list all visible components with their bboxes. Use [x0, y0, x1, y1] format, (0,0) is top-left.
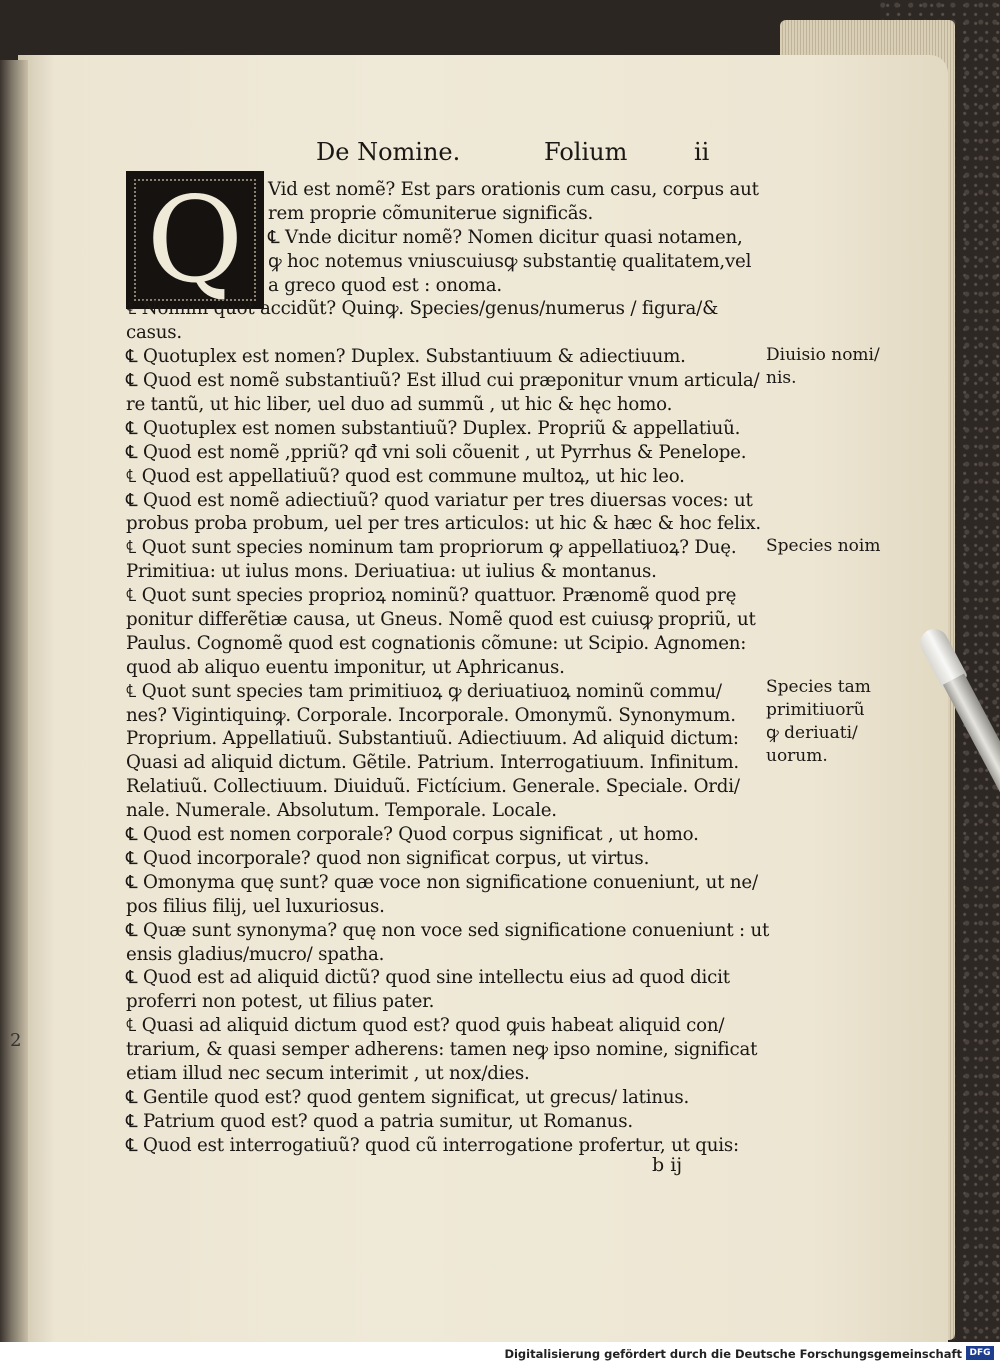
header-title: De Nomine. [316, 138, 461, 166]
text-line: casus. [126, 322, 182, 344]
text-line: Relatiuũ. Collectiuum. Diuiduũ. Fictícium. Generale. Speciale. Ordi/ [126, 776, 740, 798]
text-line: ℄ Quod est nomẽ ,ppriũ? qđ vni soli cõuenit , ut Pyrrhus & Penelope. [126, 441, 747, 463]
text-line: Paulus. Cognomẽ quod est cognationis cõmune: ut Scipio. Agnomen: [126, 632, 747, 654]
text-line: Proprium. Appellatiuũ. Substantiuũ. Adiectiuum. Ad aliquid dictum: [126, 728, 739, 750]
margin-note-line: uorum. [766, 746, 828, 766]
margin-note-line: primitiuorũ [766, 700, 865, 720]
text-line: ponitur differẽtiæ causa, ut Gneus. Nomẽ quod est cuiusꝙ propriũ, ut [126, 609, 756, 631]
text-line: ℄ Quotuplex est nomen? Duplex. Substantiuum & adiectiuum. [126, 346, 686, 368]
initial-letter: Q [146, 171, 244, 309]
funding-credit: Digitalisierung gefördert durch die Deutsche Forschungsgemeinschaft [504, 1347, 962, 1361]
text-line: trarium, & quasi semper adherens: tamen neꝙ ipso nomine, significat [126, 1039, 758, 1061]
margin-note-diuisio [766, 344, 896, 390]
text-line: ℄ Quod est interrogatiuũ? quod cũ interrogatione profertur, ut quis: [126, 1134, 739, 1156]
left-page-edge [0, 60, 28, 1342]
text-line: ensis gladius/mucro/ spatha. [126, 943, 385, 965]
text-line: ꝙ hoc notemus vniuscuiusꝙ substantię qualitatem,vel [268, 250, 752, 272]
text-line: ℄ Quod est ad aliquid dictũ? quod sine intellectu eius ad quod dicit [126, 967, 730, 989]
margin-note-line: ꝙ deriuati/ [766, 723, 858, 743]
text-line: ℄ Quasi ad aliquid dictum quod est? quod ꝙuis habeat aliquid con/ [126, 1015, 725, 1037]
margin-note-line: Species noim [766, 536, 881, 556]
text-line: ℄ Quod est nomen corporale? Quod corpus significat , ut homo. [126, 824, 699, 846]
signature-mark: b ij [652, 1154, 683, 1176]
text-line: pos filius filij, uel luxuriosus. [126, 895, 385, 917]
margin-note-species [766, 535, 896, 558]
margin-note-species-tam [766, 676, 896, 768]
left-margin-mark: 2 [10, 1030, 22, 1051]
text-line: ℄ Omonyma quę sunt? quæ voce non significatione conueniunt, ut ne/ [126, 871, 758, 893]
text-line: ℄ Quotuplex est nomen substantiuũ? Duplex. Propriũ & appellatiuũ. [126, 417, 741, 439]
text-line: a greco quod est : onoma. [268, 274, 502, 296]
text-line: Primitiua: ut iulus mons. Deriuatiua: ut iulius & montanus. [126, 561, 657, 583]
header-folio-number: ii [694, 138, 710, 166]
text-line: ℄ Patrium quod est? quod a patria sumitur, ut Romanus. [126, 1110, 633, 1132]
dfg-logo: DFG [966, 1346, 994, 1360]
text-line: quod ab aliquo euentu imponitur, ut Aphricanus. [126, 656, 565, 678]
text-line: ℄ Quot sunt species nominum tam propriorum ꝙ appellatiuoꝝ? Duę. [126, 537, 737, 559]
text-line: rem proprie cõmuniterue significãs. [268, 202, 594, 224]
body-text [126, 178, 770, 1158]
text-line: ℄ Gentile quod est? quod gentem significat, ut grecus/ latinus. [126, 1086, 690, 1108]
text-line: Vid est nomẽ? Est pars orationis cum casu, corpus aut [268, 179, 759, 200]
margin-note-line: Species tam [766, 677, 871, 697]
text-line: ℄ Quod est nomẽ adiectiuũ? quod variatur per tres diuersas voces: ut [126, 489, 753, 511]
text-line: proferri non potest, ut filius pater. [126, 991, 435, 1013]
text-line: ℄ Quot sunt species proprioꝝ nominũ? quattuor. Prænomẽ quod prę [126, 585, 737, 607]
text-line: ℄ Quot sunt species tam primitiuoꝝ ꝙ deriuatiuoꝝ nominũ commu/ [126, 680, 722, 702]
text-line: ℄ Quod incorporale? quod non significat corpus, ut virtus. [126, 847, 650, 869]
header-folium: Folium [544, 138, 628, 166]
text-line: ℄ Vnde dicitur nomẽ? Nomen dicitur quasi notamen, [268, 226, 743, 248]
text-line: probus proba probum, uel per tres articulos: ut hic & hæc & hoc felix. [126, 513, 761, 535]
text-line: ℄ Nomini quot accidũt? Quinꝙ. Species/genus/numerus / figura/& [126, 298, 719, 320]
text-line: ℄ Quod est nomẽ substantiuũ? Est illud cui præponitur vnum articula/ [126, 370, 760, 392]
text-line: etiam illud nec secum interimit , ut nox/dies. [126, 1062, 530, 1084]
footer-bar [0, 1342, 1000, 1366]
margin-note-line: Diuisio nomi/ [766, 345, 880, 365]
text-line: Quasi ad aliquid dictum. Gẽtile. Patrium. Interrogatiuum. Infinitum. [126, 752, 739, 774]
text-line: ℄ Quæ sunt synonyma? quę non voce sed significatione conueniunt : ut [126, 919, 770, 941]
text-line: ℄ Quod est appellatiuũ? quod est commune multoꝝ, ut hic leo. [126, 465, 685, 487]
text-line: re tantũ, ut hic liber, uel duo ad summũ , ut hic & hęc homo. [126, 394, 673, 416]
margin-note-line: nis. [766, 368, 797, 388]
text-line: nale. Numerale. Absolutum. Temporale. Locale. [126, 800, 557, 822]
text-line: nes? Vigintiquinꝙ. Corporale. Incorporale. Omonymũ. Synonymum. [126, 704, 736, 726]
